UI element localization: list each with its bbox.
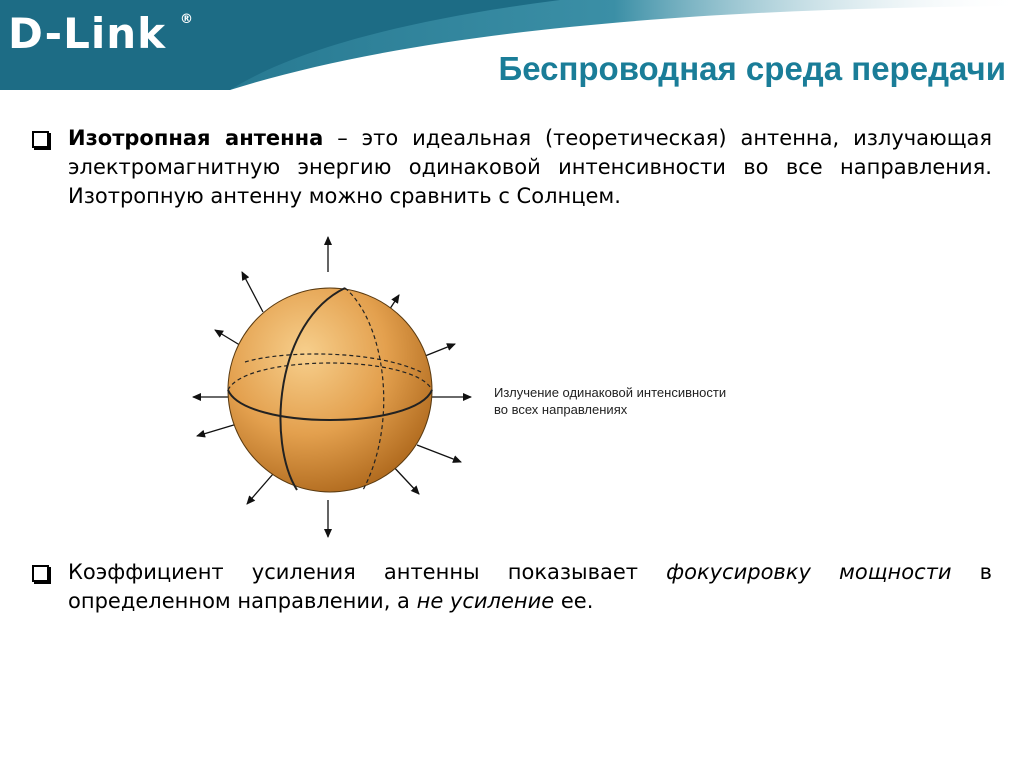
bullet-lead-term: Изотропная антенна [68, 126, 324, 150]
checkbox-bullet-icon [32, 131, 49, 148]
figure-caption [494, 384, 794, 418]
checkbox-bullet-icon [32, 565, 49, 582]
bullet-part-2: в определенном направлении, а [68, 560, 992, 613]
bullet-text [68, 558, 992, 616]
bullet-italic-focus: фокусировку мощности [666, 560, 952, 584]
bullet-part-3: ее. [554, 589, 594, 613]
bullet-body: – это идеальная (теоретическая) антенна, излучающая электромагнитную энергию одинаковой интенсивности во все направления. Изотропную антенну можно сравнить с Солнцем. [68, 126, 992, 208]
registered-mark: ® [180, 12, 193, 27]
arrow-left-lower [197, 424, 237, 436]
bullet-text [68, 124, 992, 211]
caption-line-2: во всех направлениях [494, 402, 628, 417]
caption-line-1: Излучение одинаковой интенсивности [494, 385, 727, 400]
isotropic-sphere-figure [185, 232, 485, 542]
bullet-italic-not-gain: не усиление [416, 589, 555, 613]
arrow-down-left [247, 474, 273, 504]
bullet-part-1: Коэффициент усиления антенны показывает [68, 560, 667, 584]
sphere [228, 288, 432, 492]
page-title: Беспроводная среда передачи [498, 50, 1006, 87]
bullet-antenna-gain [32, 558, 992, 616]
arrow-up-left [242, 272, 263, 312]
arrow-right-lower [417, 445, 461, 462]
d-link-logo: D-Link [8, 9, 167, 58]
bullet-isotropic-antenna [32, 124, 992, 211]
